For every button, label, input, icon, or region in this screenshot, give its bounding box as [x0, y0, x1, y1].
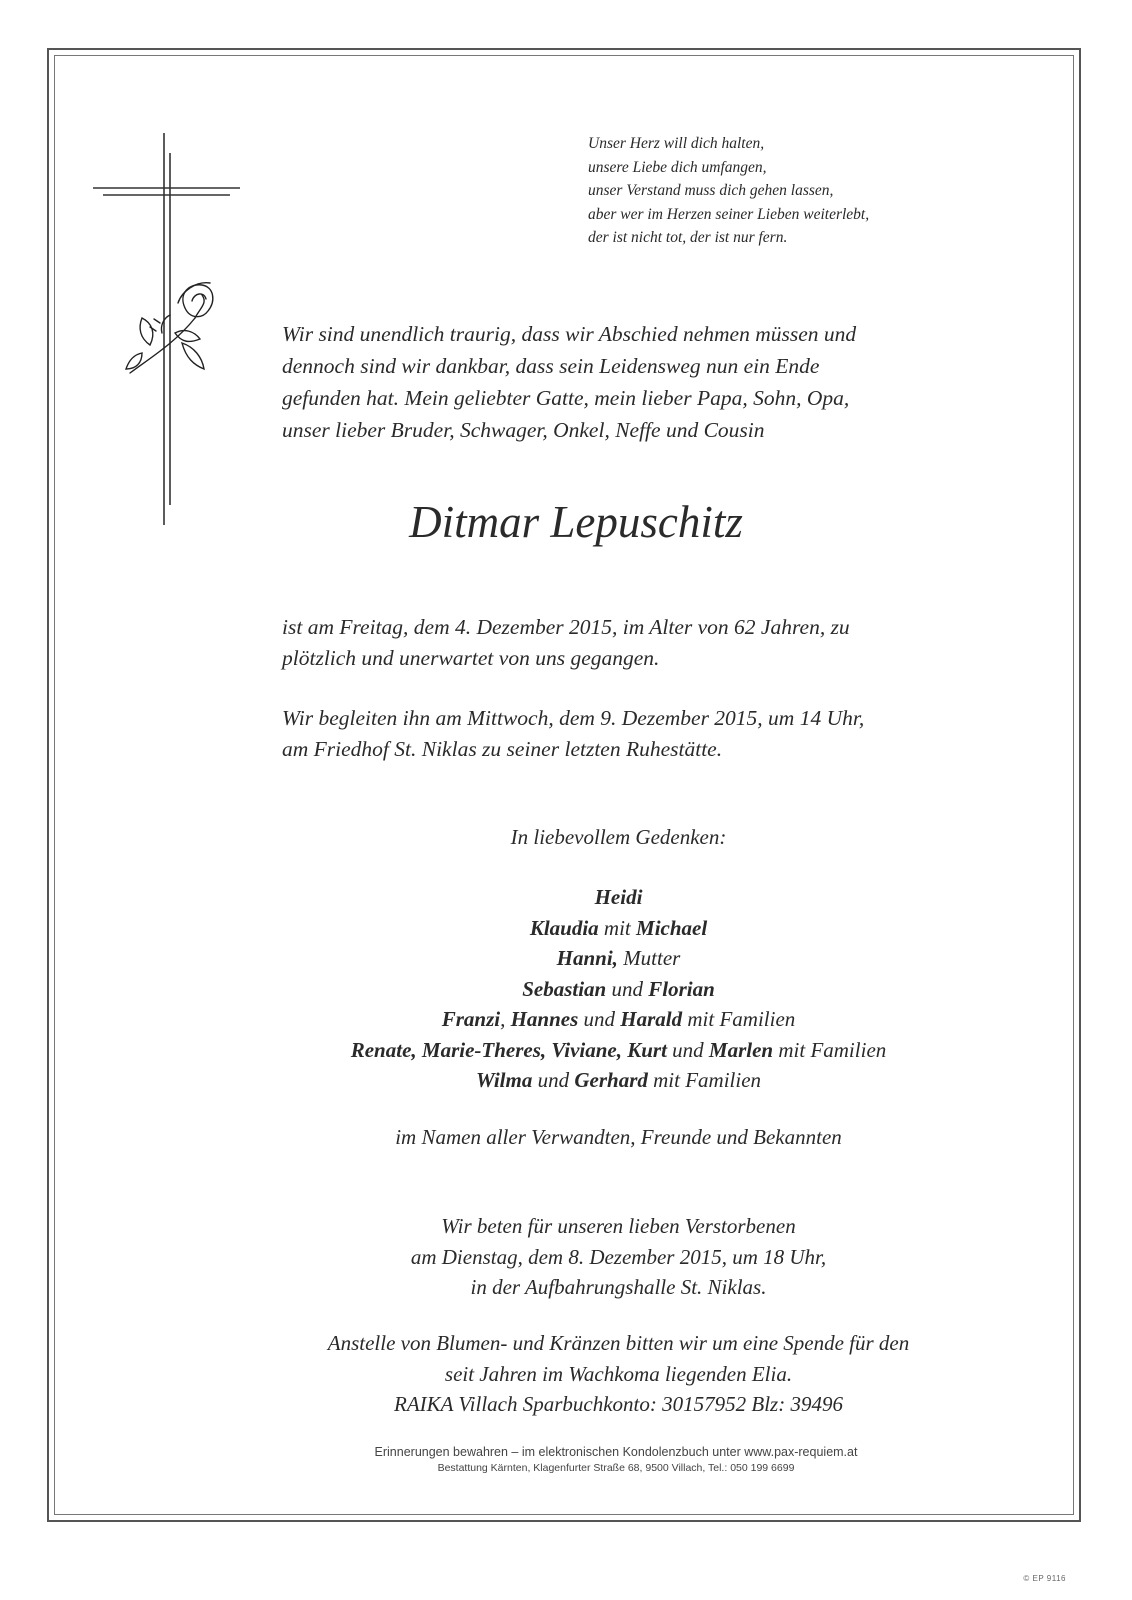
death-notice-line: plötzlich und unerwartet von uns gegangen.	[282, 646, 660, 670]
form-code: © EP 9116	[1023, 1574, 1066, 1583]
motto-line: Unser Herz will dich halten,	[588, 135, 765, 152]
deceased-name: Ditmar Lepuschitz	[409, 497, 743, 547]
cross-with-rose-icon	[90, 133, 250, 533]
motto-line: unsere Liebe dich umfangen,	[588, 158, 767, 176]
mourner-name: Heidi	[594, 885, 643, 909]
prayer-line: Wir beten für unseren lieben Verstorbenen	[441, 1214, 796, 1238]
mourner-name: Marlen	[708, 1037, 774, 1062]
prayer-notice	[0, 1211, 1132, 1303]
motto-poem	[588, 132, 928, 250]
funeral-notice	[282, 703, 982, 765]
donation-line: Anstelle von Blumen- und Kränzen bitten wir um eine Spende für den	[327, 1331, 910, 1355]
mourner-connector: mit	[598, 915, 637, 940]
death-notice	[282, 612, 982, 674]
mourner-line	[105, 913, 1132, 944]
mourner-line	[105, 1035, 1132, 1066]
mourner-name: Wilma	[475, 1068, 533, 1092]
cross-icon	[93, 133, 240, 525]
footer	[0, 1444, 1132, 1476]
donation-notice	[0, 1328, 1132, 1420]
mourner-connector: mit Familien	[682, 1007, 796, 1031]
mourner-name: Sebastian	[522, 976, 607, 1001]
mourner-name: Michael	[636, 915, 708, 940]
mourner-name: Franzi	[441, 1007, 501, 1031]
intro-line: dennoch sind wir dankbar, dass sein Leidensweg nun ein Ende	[282, 354, 820, 378]
mourner-connector: ,	[500, 1007, 511, 1031]
intro-line: unser lieber Bruder, Schwager, Onkel, Neffe und Cousin	[282, 418, 765, 442]
mourner-name: Hanni,	[556, 946, 618, 970]
mourner-line	[105, 1065, 1132, 1096]
mourner-line	[105, 974, 1132, 1005]
prayer-line: in der Aufbahrungshalle St. Niklas.	[470, 1275, 767, 1299]
mourners-list	[0, 882, 1132, 1096]
intro-line: gefunden hat. Mein geliebter Gatte, mein lieber Papa, Sohn, Opa,	[282, 386, 850, 410]
mourner-connector: mit Familien	[773, 1037, 887, 1062]
mourner-line	[105, 943, 1132, 974]
memory-heading: In liebevollem Gedenken:	[510, 825, 727, 849]
mourner-name: Florian	[648, 976, 715, 1001]
mourner-line	[105, 882, 1132, 913]
mourner-name: Gerhard	[574, 1068, 648, 1092]
death-notice-line: ist am Freitag, dem 4. Dezember 2015, im Alter von 62 Jahren, zu	[282, 615, 850, 639]
mourner-name: Klaudia	[529, 915, 599, 940]
mourner-name: Harald	[620, 1007, 683, 1031]
mourner-name: Hannes	[510, 1007, 579, 1031]
intro-line: Wir sind unendlich traurig, dass wir Abschied nehmen müssen und	[282, 322, 857, 346]
mourner-connector: mit Familien	[647, 1068, 762, 1092]
donation-line: seit Jahren im Wachkoma liegenden Elia.	[444, 1361, 793, 1386]
footer-condolence-link: Erinnerungen bewahren – im elektronischen Kondolenzbuch unter www.pax-requiem.at	[374, 1445, 858, 1459]
footer-undertaker-address: Bestattung Kärnten, Klagenfurter Straße 68, 9500 Villach, Tel.: 050 199 6699	[437, 1462, 795, 1474]
motto-line: unser Verstand muss dich gehen lassen,	[588, 182, 834, 199]
mourner-name: Renate, Marie-Theres, Viviane, Kurt	[350, 1037, 667, 1062]
motto-line: der ist nicht tot, der ist nur fern.	[588, 229, 788, 246]
mourner-connector: Mutter	[617, 946, 681, 970]
mourner-connector: und	[666, 1037, 709, 1062]
motto-line: aber wer im Herzen seiner Lieben weiterlebt,	[588, 205, 870, 223]
mourner-connector: und	[532, 1068, 575, 1092]
on-behalf-line: im Namen aller Verwandten, Freunde und Bekannten	[395, 1125, 842, 1149]
funeral-notice-line: am Friedhof St. Niklas zu seiner letzten Ruhestätte.	[282, 737, 723, 761]
mourner-connector: und	[606, 976, 649, 1001]
prayer-line: am Dienstag, dem 8. Dezember 2015, um 18 Uhr,	[410, 1244, 827, 1269]
donation-line: RAIKA Villach Sparbuchkonto: 30157952 Blz: 39496	[394, 1392, 843, 1416]
funeral-notice-line: Wir begleiten ihn am Mittwoch, dem 9. Dezember 2015, um 14 Uhr,	[282, 706, 865, 730]
mourner-line	[105, 1004, 1132, 1035]
mourner-connector: und	[578, 1007, 621, 1031]
intro-paragraph	[282, 318, 962, 446]
